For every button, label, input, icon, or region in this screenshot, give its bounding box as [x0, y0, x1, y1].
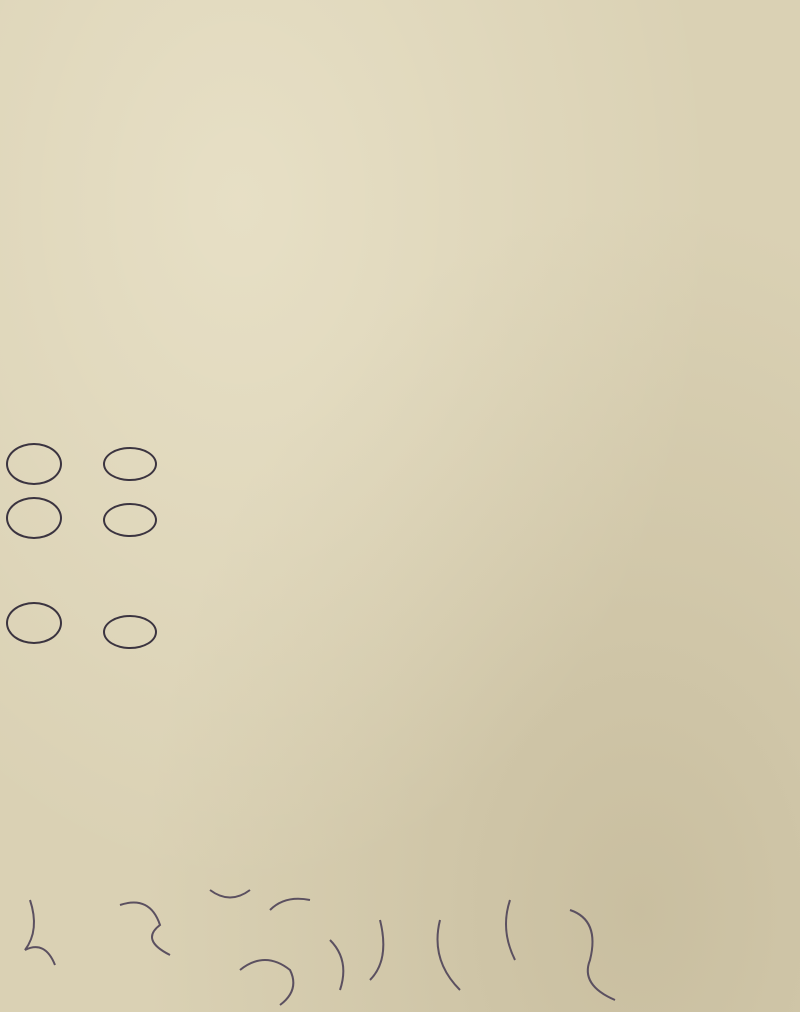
pencil-scribbles	[0, 880, 800, 1012]
margin-circle-left-2	[6, 497, 62, 539]
margin-circle-left-1	[6, 443, 62, 485]
margin-circle-left-3	[6, 602, 62, 644]
margin-circle-576	[103, 447, 157, 481]
margin-circle-577	[103, 503, 157, 537]
margin-circle-580	[103, 615, 157, 649]
page-header	[0, 8, 800, 44]
